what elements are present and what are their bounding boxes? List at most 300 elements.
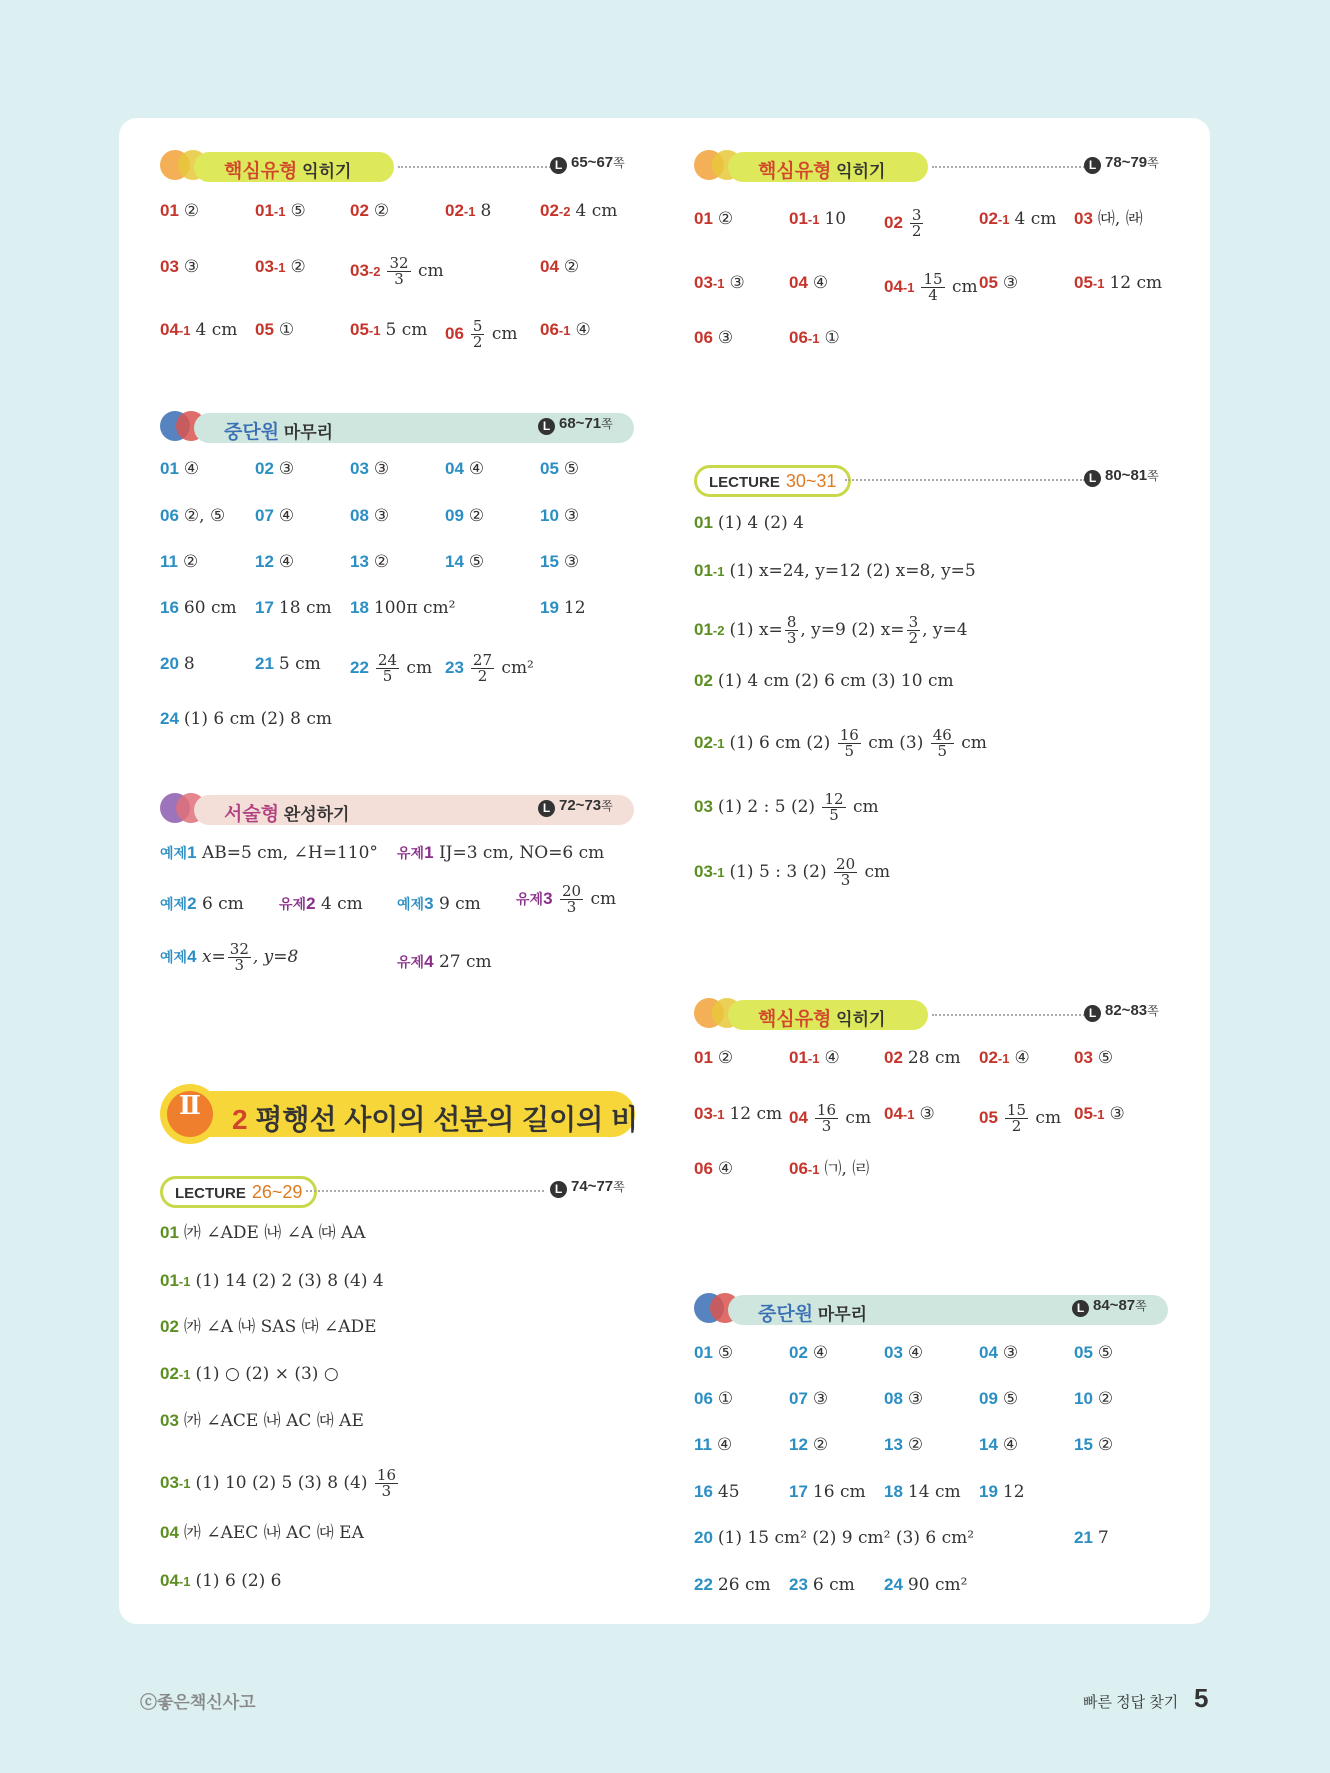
answer-value: 5 cm: [278, 654, 321, 674]
question-number: 24: [160, 709, 179, 728]
answer-value: ④: [183, 459, 200, 479]
lecture-range: 30~31: [785, 471, 837, 491]
answer-item: [694, 1481, 740, 1503]
question-number: 04: [789, 273, 808, 292]
answer-text: x=: [201, 947, 226, 967]
question-number: 02-2: [540, 201, 571, 220]
answer-value: ③: [278, 459, 295, 479]
example-label: 예제: [397, 896, 425, 912]
page-unit: 쪽: [601, 799, 613, 813]
question-number: 06: [694, 1389, 713, 1408]
answer-value: ③: [919, 1104, 935, 1124]
page-unit: 쪽: [1147, 469, 1159, 483]
answer-item: [694, 327, 733, 349]
answer-item: [694, 512, 804, 534]
section-header-lecture-26-29: [126, 1176, 635, 1206]
section-title-colored: 중단원: [224, 422, 280, 443]
question-number: 06: [694, 328, 713, 347]
answer-item: [694, 857, 890, 888]
question-number: 13: [884, 1435, 903, 1454]
question-number: 12: [255, 552, 274, 571]
section-title-colored: 핵심유형: [758, 161, 832, 182]
answer-value: ③: [1002, 1343, 1019, 1363]
answer-value: ③: [1002, 273, 1019, 293]
answer-item: [1074, 1342, 1113, 1364]
question-number: 04: [979, 1343, 998, 1362]
answer-item: [1074, 1527, 1109, 1549]
section-header-essay: [160, 795, 635, 825]
lecture-badge: [694, 465, 851, 497]
section-header-lecture-30-31: [660, 465, 1169, 495]
answer-item: [884, 1388, 923, 1410]
answer-value: ③: [729, 273, 745, 293]
answer-item: [160, 597, 237, 619]
section-title-rest: 완성하기: [279, 805, 350, 824]
essay-example-4: [160, 942, 298, 973]
lecture-l-icon: L: [538, 800, 555, 817]
answer-value: (1) 6 cm (2) $\frac{16}{5}$ cm (3) $\frac{46}{5}$ cm: [729, 726, 987, 760]
question-number: 04-1: [160, 1571, 191, 1590]
answer-item: [789, 1434, 828, 1456]
answer-value: ④: [278, 552, 295, 572]
answer-value: ②: [907, 1435, 924, 1455]
exercise-number: 2: [306, 894, 316, 913]
answer-value: ⑤: [468, 552, 485, 572]
question-number: 02: [884, 1048, 903, 1067]
answer-item: [694, 1434, 732, 1456]
question-number: 13: [350, 552, 369, 571]
question-number: 02-1: [694, 733, 725, 752]
chapter-title-text: 평행선 사이의 선분의 길이의 비: [255, 1104, 639, 1135]
question-number: 12: [789, 1435, 808, 1454]
question-number: 03: [1074, 1048, 1093, 1067]
lecture-label: LECTURE: [175, 1185, 246, 1202]
example-label: 예제: [160, 896, 188, 912]
question-number: 16: [160, 598, 179, 617]
fraction: $\frac{24}{5}$: [377, 651, 398, 685]
answer-text: , y=8: [252, 947, 299, 967]
answer-item: [160, 1570, 282, 1592]
answer-value: ③: [183, 257, 200, 277]
fraction: $\frac{3}{2}$: [911, 206, 922, 240]
question-number: 19: [979, 1482, 998, 1501]
answer-value: 8: [183, 654, 195, 674]
answer-value: ②: [563, 257, 580, 277]
page-reference: [550, 1178, 625, 1198]
section-header-core-types-1: [160, 152, 635, 182]
answer-value: ②: [1097, 1389, 1114, 1409]
dotted-divider: [398, 166, 558, 168]
answer-item: [979, 1388, 1018, 1410]
page-number: 5: [1194, 1683, 1209, 1713]
answer-item: [694, 208, 733, 230]
answer-value: ②: [717, 1048, 734, 1068]
question-number: 05: [979, 1108, 998, 1127]
answer-value: ③: [907, 1389, 924, 1409]
question-number: 05-1: [1074, 273, 1105, 292]
answer-item: [160, 708, 332, 730]
answer-item: [160, 653, 195, 675]
answer-value: $\frac{5}{2}$ cm: [472, 317, 518, 351]
question-number: 04: [789, 1108, 808, 1127]
question-number: 04-1: [884, 1104, 915, 1123]
answer-item: [694, 728, 987, 759]
answer-value: $\frac{32}{3}$ cm: [389, 254, 444, 288]
answer-item: [884, 1103, 935, 1125]
lecture-l-icon: L: [1072, 1300, 1089, 1317]
answer-value: (1) 15 cm² (2) 9 cm² (3) 6 cm²: [717, 1528, 975, 1548]
question-number: 03: [1074, 209, 1093, 228]
answer-item: [255, 319, 294, 341]
chapter-banner: [160, 1084, 639, 1144]
question-number: 05: [979, 273, 998, 292]
answer-item: [255, 200, 306, 222]
question-number: 06-1: [789, 328, 820, 347]
answer-item: [1074, 1388, 1113, 1410]
dotted-divider: [932, 166, 1092, 168]
answer-item: [255, 256, 306, 278]
question-number: 05-1: [350, 320, 381, 339]
question-number: 07: [255, 506, 274, 525]
answer-item: [789, 1103, 871, 1134]
answer-item: [694, 1103, 782, 1125]
question-number: 03: [350, 459, 369, 478]
question-number: 17: [789, 1482, 808, 1501]
page-reference: [1072, 1297, 1147, 1317]
answer-value: ②: [373, 201, 390, 221]
lecture-label: LECTURE: [709, 474, 780, 491]
answer-value: ③: [563, 506, 580, 526]
page-reference: [538, 797, 613, 817]
example-label: 예제: [160, 949, 188, 965]
section-title-colored: 핵심유형: [758, 1009, 832, 1030]
answer-item: [160, 1222, 366, 1244]
answer-item: [884, 272, 978, 303]
page-unit: 쪽: [1147, 1004, 1159, 1018]
answer-item: [540, 256, 579, 278]
answer-value: ②: [468, 506, 485, 526]
question-number: 20: [694, 1528, 713, 1547]
answer-value: (1) x= $\frac{8}{3}$ , y=9 (2) x= $\frac{3}{2}$ , y=4: [729, 613, 968, 647]
answer-value: 12 cm: [729, 1104, 783, 1124]
lecture-l-icon: L: [538, 418, 555, 435]
question-number: 03-1: [694, 1104, 725, 1123]
answer-value: ④: [824, 1048, 840, 1068]
answer-item: [884, 1342, 923, 1364]
answer-item: [160, 1363, 339, 1385]
answer-item: [789, 208, 846, 230]
answer-value: ④: [907, 1343, 924, 1363]
question-number: 01: [694, 513, 713, 532]
page-range: 72~73: [559, 797, 602, 814]
answer-value: (1) ○ (2) × (3) ○: [195, 1364, 339, 1384]
fraction: $\frac{12}{5}$: [824, 790, 844, 824]
question-number: 01: [694, 1343, 713, 1362]
question-number: 03-2: [350, 261, 381, 280]
answer-item: [445, 505, 484, 527]
lecture-l-icon: L: [550, 1181, 567, 1198]
question-number: 16: [694, 1482, 713, 1501]
question-number: 22: [350, 658, 369, 677]
answer-item: [979, 1047, 1030, 1069]
question-number: 03: [694, 797, 713, 816]
answer-value: ⑤: [1097, 1343, 1114, 1363]
section-title-pill: [728, 1000, 928, 1030]
fraction: $\frac{16}{3}$: [816, 1101, 837, 1135]
page-unit: 쪽: [1135, 1299, 1147, 1313]
answer-item: [160, 1468, 400, 1499]
section-title-pill: [194, 152, 394, 182]
answer-value: ④: [717, 1159, 734, 1179]
question-number: 23: [789, 1575, 808, 1594]
page-reference: [1084, 1002, 1159, 1022]
answer-value: (1) 4 cm (2) 6 cm (3) 10 cm: [717, 671, 954, 691]
answer-value: ③: [373, 459, 390, 479]
answer-item: [1074, 1047, 1113, 1069]
question-number: 04-1: [884, 277, 915, 296]
question-number: 05: [1074, 1343, 1093, 1362]
answer-value: 12 cm: [1109, 273, 1163, 293]
question-number: 21: [1074, 1528, 1093, 1547]
answer-value: ②: [290, 257, 306, 277]
answer-text: 6 cm: [201, 894, 244, 914]
fraction: $\frac{5}{2}$: [472, 317, 483, 351]
page-range: 84~87: [1093, 1297, 1136, 1314]
section-header-core-types-2: [694, 152, 1169, 182]
question-number: 06: [694, 1159, 713, 1178]
lecture-l-icon: L: [550, 157, 567, 174]
answer-value: 45: [717, 1482, 740, 1502]
answer-item: [350, 458, 389, 480]
exercise-label: 유제: [279, 896, 307, 912]
answer-value: ㈀, ㈃: [824, 1159, 870, 1179]
fraction: $\frac{16}{3}$: [376, 1466, 396, 1500]
answer-value: $\frac{24}{5}$ cm: [377, 651, 433, 685]
question-number: 06: [445, 324, 464, 343]
answer-value: (1) 5 : 3 (2) $\frac{20}{3}$ cm: [729, 855, 891, 889]
answer-item: [350, 653, 432, 684]
question-number: 04: [160, 1523, 179, 1542]
answer-value: ①: [278, 320, 295, 340]
answer-item: [350, 200, 389, 222]
exercise-number: 3: [543, 889, 553, 908]
question-number: 02: [884, 213, 903, 232]
answer-value: ④: [468, 459, 485, 479]
publisher-logo: ⓒ좋은책신사고: [140, 1693, 256, 1712]
answer-item: [694, 1574, 771, 1596]
fraction: $\frac{16}{5}$: [839, 726, 859, 760]
question-number: 19: [540, 598, 559, 617]
answer-item: [350, 597, 455, 619]
answer-item: [255, 505, 294, 527]
answer-value: ②, ⑤: [183, 506, 226, 526]
chapter-roman-numeral: Ⅱ: [167, 1091, 213, 1137]
question-number: 03-1: [160, 1473, 191, 1492]
answer-text: 4 cm: [320, 894, 363, 914]
page-range: 68~71: [559, 415, 602, 432]
answer-value: ③: [563, 552, 580, 572]
question-number: 02-1: [979, 1048, 1010, 1067]
fraction: $\frac{3}{2}$: [908, 613, 919, 647]
section-header-unit-review-2: [694, 1295, 1169, 1325]
question-number: 20: [160, 654, 179, 673]
answer-item: [255, 551, 294, 573]
section-title-pill: [728, 152, 928, 182]
essay-example-3: [397, 893, 481, 915]
answer-text: AB=5 cm, ∠H=110°: [201, 843, 378, 863]
answer-value: 28 cm: [907, 1048, 961, 1068]
question-number: 06-1: [540, 320, 571, 339]
fraction-numerator: 20: [561, 882, 582, 900]
lecture-badge: [160, 1176, 317, 1208]
answer-item: [160, 458, 199, 480]
answer-item: [979, 1434, 1018, 1456]
question-number: 08: [884, 1389, 903, 1408]
question-number: 02-1: [445, 201, 476, 220]
answer-value: ④: [278, 506, 295, 526]
answer-item: [350, 505, 389, 527]
answer-value: ⑤: [563, 459, 580, 479]
page-range: 74~77: [571, 1178, 614, 1195]
section-title-colored: 핵심유형: [224, 161, 298, 182]
answer-item: [694, 1158, 733, 1180]
section-title-rest: 마무리: [813, 1305, 868, 1324]
section-header-core-types-3: [694, 1000, 1169, 1030]
question-number: 02: [350, 201, 369, 220]
question-number: 01: [160, 459, 179, 478]
answer-item: [445, 319, 518, 350]
question-number: 21: [255, 654, 274, 673]
answer-item: [540, 200, 617, 222]
exercise-label: 유제: [397, 845, 425, 861]
answer-value: ㈎ ∠AEC ㈏ AC ㈐ EA: [183, 1523, 364, 1543]
question-number: 06: [160, 506, 179, 525]
answer-value: ④: [716, 1435, 733, 1455]
answer-item: [789, 1388, 828, 1410]
question-number: 03: [160, 1411, 179, 1430]
answer-item: [1074, 272, 1162, 294]
question-number: 11: [694, 1435, 712, 1454]
answer-item: [445, 653, 534, 684]
fraction: $\frac{8}{3}$: [786, 613, 797, 647]
fraction-denominator: 3: [234, 956, 245, 974]
answer-value: ⑤: [290, 201, 306, 221]
page-unit: 쪽: [613, 156, 625, 170]
page-reference: [550, 154, 625, 174]
question-number: 10: [1074, 1389, 1093, 1408]
question-number: 22: [694, 1575, 713, 1594]
answer-item: [1074, 1434, 1113, 1456]
answer-value: (1) 6 cm (2) 8 cm: [183, 709, 333, 729]
answer-item: [884, 208, 925, 239]
question-number: 02-1: [979, 209, 1010, 228]
fraction-numerator: 32: [229, 940, 249, 958]
fraction-denominator: 3: [566, 898, 577, 916]
fraction: [228, 942, 251, 973]
lecture-l-icon: L: [1084, 470, 1101, 487]
answer-value: ④: [575, 320, 591, 340]
answer-value: ④: [812, 1343, 829, 1363]
question-number: 11: [160, 552, 178, 571]
question-number: 23: [445, 658, 464, 677]
lecture-range: 26~29: [251, 1182, 303, 1202]
answer-text: 9 cm: [438, 894, 481, 914]
page-range: 80~81: [1105, 467, 1148, 484]
answer-item: [694, 1047, 733, 1069]
answer-value: ②: [1097, 1435, 1114, 1455]
answer-item: [160, 551, 198, 573]
answer-value: $\frac{16}{3}$ cm: [816, 1101, 872, 1135]
answer-item: [694, 670, 954, 692]
answer-value: ④: [1002, 1435, 1019, 1455]
answer-item: [789, 1342, 828, 1364]
answer-value: 60 cm: [183, 598, 237, 618]
answer-item: [694, 272, 745, 294]
question-number: 17: [255, 598, 274, 617]
fraction: $\frac{46}{5}$: [932, 726, 952, 760]
answer-item: [979, 1481, 1025, 1503]
answer-text: 27 cm: [438, 952, 492, 972]
answer-value: ②: [182, 552, 199, 572]
answer-item: [694, 1388, 733, 1410]
question-number: 03-1: [255, 257, 286, 276]
question-number: 02: [160, 1317, 179, 1336]
answer-item: [540, 458, 579, 480]
answer-value: 100π cm²: [373, 598, 456, 618]
answer-item: [160, 256, 199, 278]
answer-value: ①: [717, 1389, 734, 1409]
answer-value: 12: [1002, 1482, 1025, 1502]
fraction: $\frac{32}{3}$: [389, 254, 409, 288]
answer-item: [255, 597, 332, 619]
answer-value: ㈐, ㈑: [1097, 209, 1143, 229]
answer-item: [694, 1342, 733, 1364]
answer-text: IJ=3 cm, NO=6 cm: [438, 843, 605, 863]
section-header-unit-review-1: [160, 413, 635, 443]
answer-item: [789, 327, 840, 349]
question-number: 15: [540, 552, 559, 571]
answer-value: ⑤: [717, 1343, 734, 1363]
answer-value: 6 cm: [812, 1575, 855, 1595]
answer-value: 4 cm: [1014, 209, 1057, 229]
answer-value: ③: [717, 328, 734, 348]
question-number: 24: [884, 1575, 903, 1594]
question-number: 01-1: [789, 209, 820, 228]
answer-item: [884, 1434, 923, 1456]
answer-item: [1074, 208, 1143, 230]
answer-item: [255, 458, 294, 480]
question-number: 01: [160, 1223, 179, 1242]
answer-item: [160, 1270, 384, 1292]
question-number: 01-1: [255, 201, 286, 220]
answer-value: ㈎ ∠ADE ㈏ ∠A ㈐ AA: [183, 1223, 366, 1243]
answer-value: 12: [563, 598, 586, 618]
chapter-title: [232, 1098, 638, 1138]
exercise-number: 4: [424, 952, 434, 971]
answer-value: (1) 14 (2) 2 (3) 8 (4) 4: [195, 1271, 384, 1291]
answer-item: [979, 1103, 1061, 1134]
question-number: 03: [884, 1343, 903, 1362]
example-number: 1: [187, 843, 197, 862]
answer-value: ②: [183, 201, 200, 221]
answer-value: ②: [373, 552, 390, 572]
exercise-label: 유제: [397, 954, 425, 970]
question-number: 01-1: [789, 1048, 820, 1067]
question-number: 04-1: [160, 320, 191, 339]
answer-item: [979, 208, 1056, 230]
answer-value: ②: [717, 209, 734, 229]
essay-example-1: [160, 842, 378, 864]
